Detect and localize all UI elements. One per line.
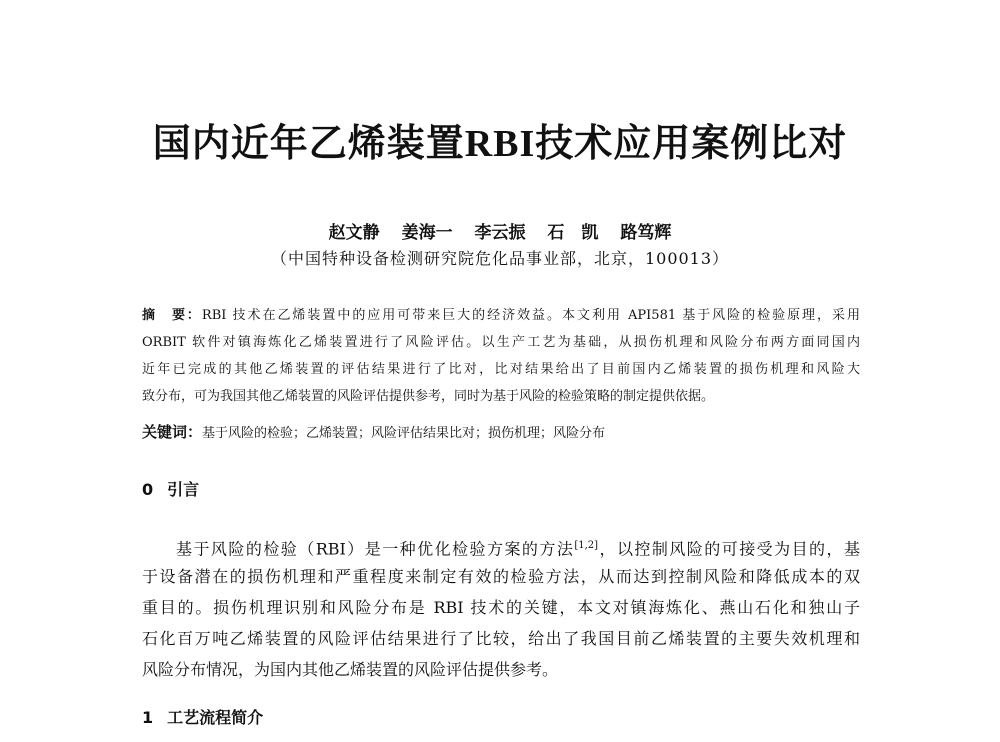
paper-title	[0, 112, 1000, 167]
abstract-text: RBI 技术在乙烯装置中的应用可带来巨大的经济效益。本文利用 API581 基于风险的检验原理，采用	[201, 308, 860, 323]
section-title: 工艺流程简介	[167, 708, 264, 727]
section-heading-intro	[142, 477, 199, 500]
author: 石 凯	[547, 223, 599, 243]
keywords	[142, 421, 860, 442]
paragraph-line: 石化百万吨乙烯装置的风险评估结果进行了比较，给出了我国目前乙烯装置的主要失效机理和	[142, 629, 860, 648]
section-title: 引言	[167, 480, 200, 499]
intro-paragraph	[142, 530, 860, 685]
keywords-label: 关键词：	[142, 423, 203, 441]
author: 李云振	[474, 223, 526, 243]
section-heading-process	[142, 705, 263, 728]
paragraph-line: 风险分布情况，为国内其他乙烯装置的风险评估提供参考。	[142, 660, 559, 679]
title-part-2: 技术应用案例比对	[535, 121, 848, 165]
author: 姜海一	[401, 223, 453, 243]
title-latin: RBI	[464, 123, 536, 165]
paragraph-text: 基于风险的检验（RBI）是一种优化检验方案的方法	[176, 539, 575, 559]
affiliation: （中国特种设备检测研究院危化品事业部，北京，100013）	[270, 249, 730, 268]
paragraph-line: 于设备潜在的损伤机理和严重程度来制定有效的检验方法，从而达到控制风险和降低成本的双	[142, 567, 860, 586]
author-list	[0, 218, 1000, 243]
abstract	[142, 302, 860, 410]
paragraph-line: 重目的。损伤机理识别和风险分布是 RBI 技术的关键，本文对镇海炼化、燕山石化和独山子	[142, 598, 860, 617]
citation: [1,2]	[574, 540, 599, 551]
abstract-label: 摘 要：	[142, 308, 202, 323]
abstract-line: 致分布，可为我国其他乙烯装置的风险评估提供参考，同时为基于风险的检验策略的制定提供依据。	[142, 389, 715, 404]
keywords-text: 基于风险的检验；乙烯装置；风险评估结果比对；损伤机理；风险分布	[202, 426, 606, 441]
section-number: 1	[142, 708, 154, 727]
abstract-line: ORBIT 软件对镇海炼化乙烯装置进行了风险评估。以生产工艺为基础，从损伤机理和风险分布两方面同国内	[142, 335, 860, 350]
abstract-line: 近年已完成的其他乙烯装置的评估结果进行了比对，比对结果给出了目前国内乙烯装置的损伤机理和风险大	[142, 362, 860, 377]
author: 路笃辉	[620, 223, 672, 243]
paragraph-line	[142, 530, 860, 561]
author: 赵文静	[328, 223, 380, 243]
abstract-line	[142, 302, 860, 329]
title-part-1: 国内近年乙烯装置	[152, 121, 465, 165]
section-number: 0	[142, 480, 154, 499]
paragraph-text: ，以控制风险的可接受为目的，基	[598, 539, 860, 559]
